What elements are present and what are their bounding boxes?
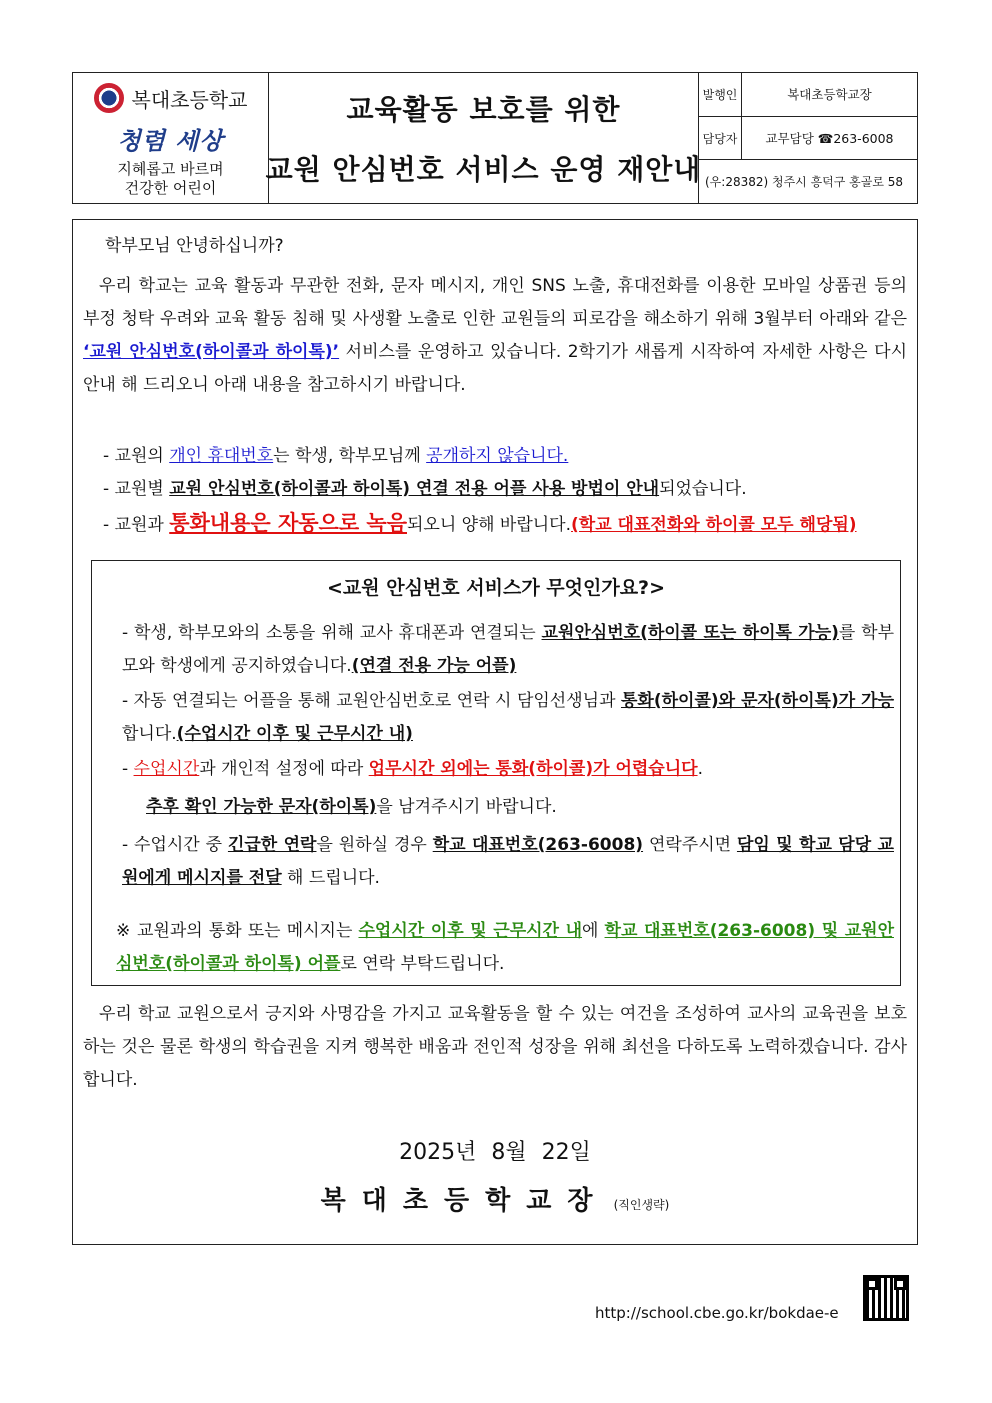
motto-line-1: 지혜롭고 바르며: [117, 160, 224, 178]
publisher-row: [699, 73, 917, 117]
greeting: 학부모님 안녕하십니까?: [105, 236, 284, 256]
address-row: [699, 160, 917, 203]
qr-code-icon[interactable]: [863, 1275, 909, 1321]
title-line-1: 교육활동 보호를 위한: [346, 93, 621, 126]
school-motto: [117, 160, 223, 198]
box-title: <교원 안심번호 서비스가 무엇인가요?>: [326, 577, 666, 599]
notice-item-2: - 교원별 교원 안심번호(하이콜과 하이톡) 연결 전용 어플 사용 방법이 안내되었습니다.: [103, 479, 747, 499]
school-website-link[interactable]: http://school.cbe.go.kr/bokdae-e: [595, 1304, 839, 1322]
publisher-label: 발행인: [699, 73, 742, 116]
publisher-value: 복대초등학교장: [787, 87, 872, 103]
school-emblem-icon: [94, 83, 124, 113]
principal-signature: 복대초등학교장: [320, 1186, 609, 1216]
service-info-box: [91, 560, 901, 986]
seal-omitted-note: (직인생략): [613, 1198, 670, 1212]
school-name: 복대초등학교: [131, 87, 248, 112]
notice-item-3: - 교원과 통화내용은 자동으로 녹음되오니 양해 바랍니다.(학교 대표전화와 하이콜 모두 해당됨): [103, 511, 857, 535]
document-header: [72, 72, 918, 204]
school-logo-cell: [73, 73, 269, 203]
contact-label: 담당자: [699, 117, 742, 160]
title-line-2: 교원 안심번호 서비스 운영 재안내: [265, 153, 702, 186]
issue-date: 2025년 8월 22일: [399, 1140, 591, 1165]
integrity-slogan-logo: 청렴 세상: [117, 126, 224, 155]
notice-item-1: - 교원의 개인 휴대번호는 학생, 학부모님께 공개하지 않습니다.: [103, 446, 569, 466]
box-item-3-cont: 추후 확인 가능한 문자(하이톡)을 남겨주시기 바랍니다.: [146, 797, 557, 817]
closing-paragraph: 우리 학교 교원으로서 긍지와 사명감을 가지고 교육활동을 할 수 있는 여건을 조성하여 교사의 교육권을 보호하는 것은 물론 학생의 학습권을 지켜 행복한 배움과 전인적 성장을 위해 최선을 다하도록 노력하겠습니다. 감사합니다.: [83, 1004, 907, 1090]
box-note: ※ 교원과의 통화 또는 메시지는 수업시간 이후 및 근무시간 내에 학교 대표번호(263-6008) 및 교원안심번호(하이콜과 하이톡) 어플로 연락 부탁드립니다.: [116, 921, 894, 974]
box-item-3: - 수업시간과 개인적 설정에 따라 업무시간 외에는 통화(하이콜)가 어렵습니다.: [122, 759, 703, 779]
motto-line-2: 건강한 어린이: [124, 179, 217, 197]
school-address: (우:28382) 청주시 흥덕구 홍골로 58: [705, 175, 904, 190]
title-cell: [265, 73, 702, 203]
box-item-2: - 자동 연결되는 어플을 통해 교원안심번호로 연락 시 담임선생님과 통화(하이콜)와 문자(하이톡)가 가능합니다.(수업시간 이후 및 근무시간 내): [122, 691, 894, 744]
letter-body: [72, 219, 918, 1245]
contact-row: [699, 117, 917, 161]
contact-value: 교무담당 ☎263-6008: [765, 131, 894, 146]
signature-block: [73, 1180, 917, 1217]
publication-info: [699, 73, 917, 203]
intro-paragraph: 우리 학교는 교육 활동과 무관한 전화, 문자 메시지, 개인 SNS 노출, 휴대전화를 이용한 모바일 상품권 등의 부정 청탁 우려와 교육 활동 침해 및 사생활 노출로 인한 교원들의 피로감을 해소하기 위해 3월부터 아래와 같은 ‘교원 안심번호(하이콜과 하이톡)’ 서비스를 운영하고 있습니다. 2학기가 새롭게 시작하여 자세한 사항은 다시 안내 해 드리오니 아래 내용을 참고하시기 바랍니다.: [83, 276, 908, 395]
intro-highlight: ‘교원 안심번호(하이콜과 하이톡)’: [83, 342, 340, 362]
box-item-1: - 학생, 학부모와의 소통을 위해 교사 휴대폰과 연결되는 교원안심번호(하이콜 또는 하이톡 가능)를 학부모와 학생에게 공지하였습니다.(연결 전용 가능 어플): [122, 623, 894, 676]
box-item-4: - 수업시간 중 긴급한 연락을 원하실 경우 학교 대표번호(263-6008) 연락주시면 담임 및 학교 담당 교원에게 메시지를 전달 해 드립니다.: [122, 835, 894, 888]
